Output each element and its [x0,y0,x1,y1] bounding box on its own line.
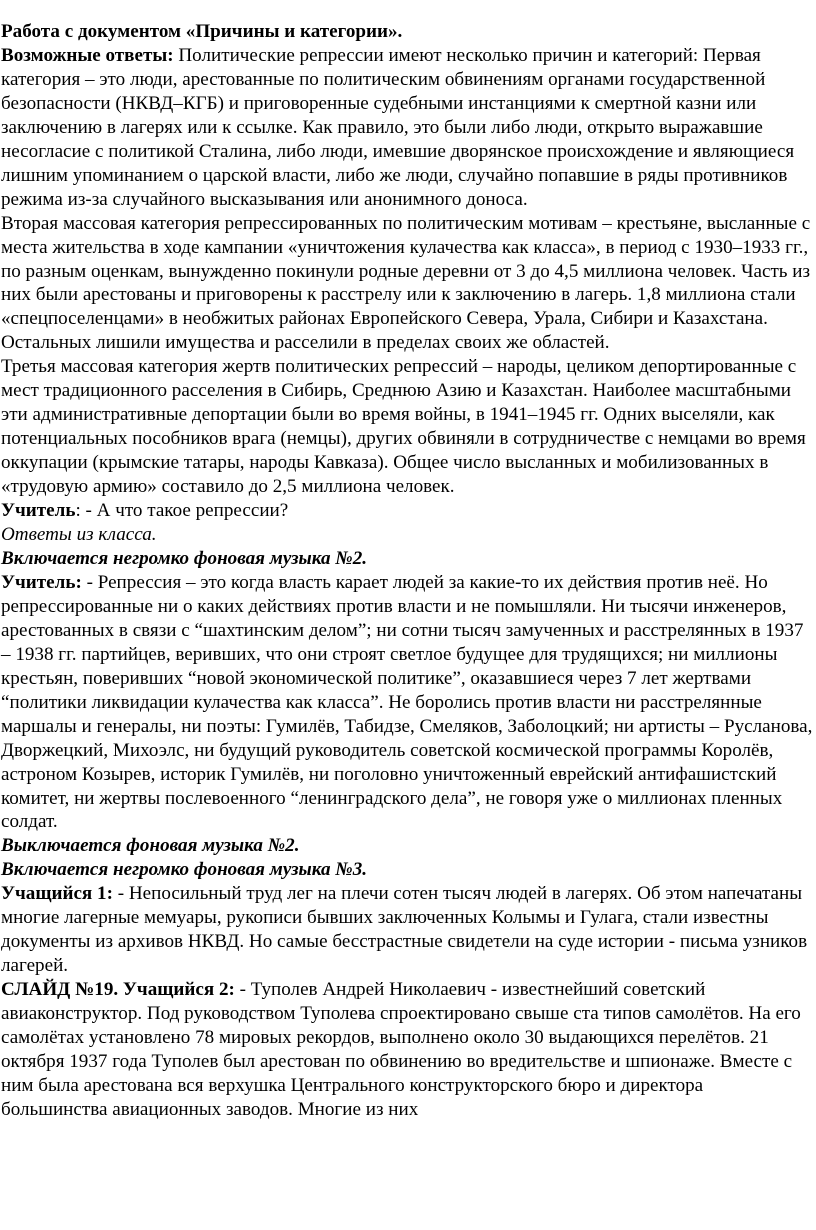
document-title: Работа с документом «Причины и категории». [1,21,403,42]
paragraph-third-category: Третья массовая категория жертв политических репрессий – народы, целиком депортированные с мест традиционного расселения в Сибирь, Среднюю Азию и Казахстан. Наиболее масштабными эти административные депортации были во время войны, в 1941–1945 гг. Одних выселяли, как потенциальных пособников врага (немцы), других обвиняли в сотрудничестве с немцами во время оккупации (крымские татары, народы Кавказа). Общее число высланных и мобилизованных в «трудовую армию» составило до 2,5 миллиона человек. [1,356,806,498]
stage-direction-music-on-2: Включается негромко фоновая музыка №2. [1,547,368,569]
teacher-answer-label: Учитель: [1,571,82,593]
paragraph-second-category: Вторая массовая категория репрессированных по политическим мотивам – крестьяне, высланные с места жительства в ходе кампании «уничтожения кулачества как класса», в период с 1930–1933 гг., по разным оценкам, вынужденно покинули родные деревни от 3 до 4,5 миллиона человек. Часть из них были арестованы и приговорены к расстрелу или к заключению в лагерь. 1,8 миллиона стали «спецпоселенцами» в необжитых районах Европейского Севера, Урала, Сибири и Казахстана. Остальных лишили имущества и расселили в пределах своих же областей. [1,212,811,354]
student-1-label: Учащийся 1: [1,883,113,905]
teacher-question-text: : - А что такое репрессии? [75,500,289,522]
slide-19-text: - Туполев Андрей Николаевич - известнейший советский авиаконструктор. Под руководством Туполева спроектировано свыше ста типов самолётов. На его самолётах установлено 78 мировых рекордов, выполнено около 30 выдающихся перелётов. 21 октября 1937 года Туполев был арестован по обвинению во вредительстве и шпионаже. Вместе с ним была арестована вся верхушка Центрального конструкторского бюро и директора большинства авиационных заводов. Многие из них [1,979,801,1120]
stage-direction-music-on-3: Включается негромко фоновая музыка №3. [1,859,368,881]
possible-answers-label: Возможные ответы: [1,44,174,66]
student-1-text: - Непосильный труд лег на плечи сотен тысяч людей в лагерях. Об этом напечатаны многие лагерные мемуары, рукописи бывших заключенных Колымы и Гулага, стали известны документы из архивов НКВД. Но самые бесстрастные свидетели на суде истории - письма узников лагерей. [1,883,808,977]
teacher-answer-text: - Репрессия – это когда власть карает людей за какие-то их действия против неё. Но репрессированные ни о каких действиях против власти и не помышляли. Ни тысячи инженеров, арестованных в связи с “шахтинским делом”; ни сотни тысяч замученных и расстрелянных в 1937 – 1938 гг. партийцев, веривших, что они строят светлое будущее для трудящихся; ни миллионы крестьян, поверивших “новой экономической политике”, оказавшиеся через 7 лет жертвами “политики ликвидации кулачества как класса”. Не боролись против власти ни расстрелянные маршалы и генералы, ни поэты: Гумилёв, Табидзе, Смеляков, Заболоцкий; ни артисты – Русланова, Дворжецкий, Михоэлс, ни будущий руководитель советской космической программы Королёв, астроном Козырев, историк Гумилёв, ни поголовно уничтоженный еврейский антифашистский комитет, ни жертвы послевоенного “ленинградского дела”, не говоря уже о миллионах пленных солдат. [1,571,813,833]
teacher-answer [1,571,814,834]
stage-direction-music-off-2: Выключается фоновая музыка №2. [1,835,300,857]
possible-answers-text: Политические репрессии имеют несколько причин и категорий: Первая категория – это люди, арестованные по политическим обвинениям органами государственной безопасности (НКВД–КГБ) и приговоренные судебными инстанциями к смертной казни или заключению в лагерях или к ссылке. Как правило, это были либо люди, открыто выражавшие несогласие с политикой Сталина, либо люди, имевшие дворянское происхождение и являющиеся лишним упоминанием о царской власти, либо же люди, случайно попавшие в ряды противников режима из-за случайного высказывания или анонимного доноса. [1,44,795,210]
teacher-question [1,499,814,523]
paragraph-possible-answers [1,44,814,212]
student-1-speech [1,882,814,978]
teacher-label: Учитель [1,500,76,522]
slide-19-label: СЛАЙД №19. Учащийся 2: [1,979,235,1001]
class-answers: Ответы из класса. [1,524,157,546]
slide-19-speech [1,978,814,1122]
